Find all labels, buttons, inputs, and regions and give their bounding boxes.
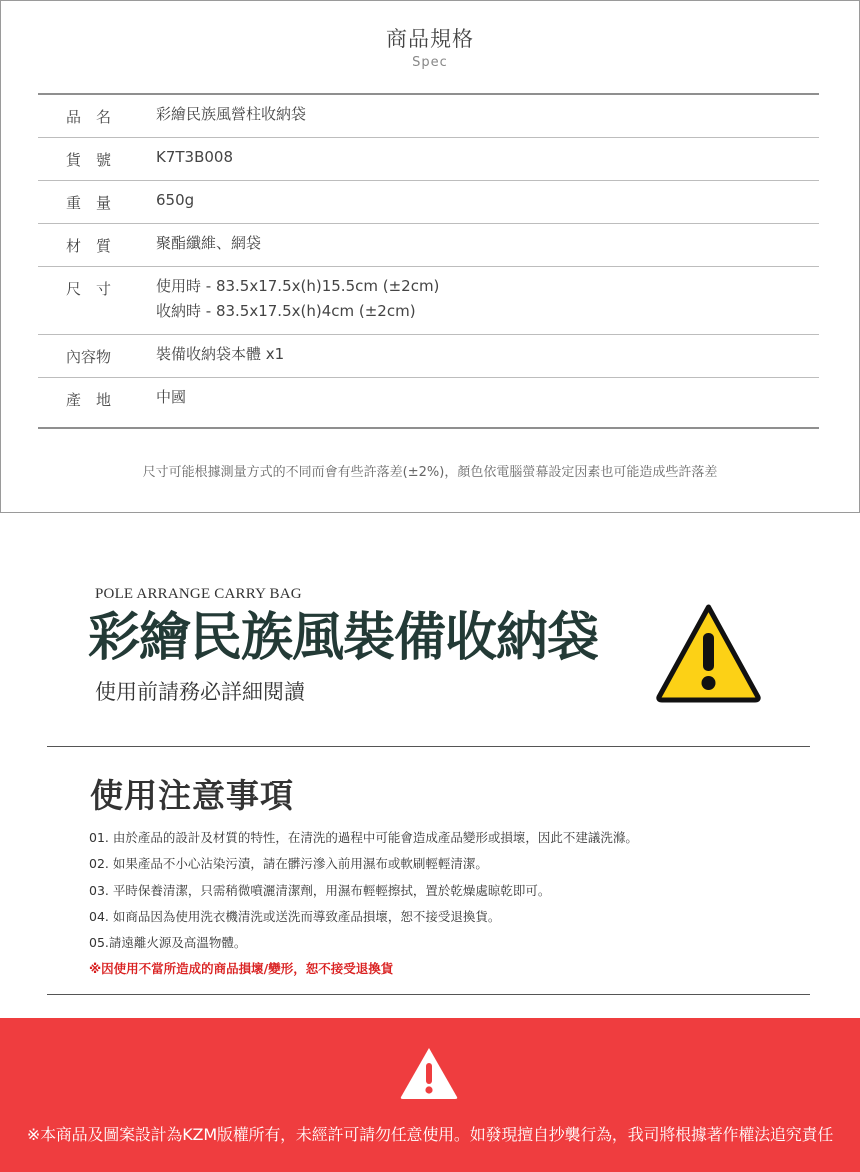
- spec-row-weight: [38, 180, 819, 223]
- section-divider: [47, 994, 810, 995]
- spec-value-line: 中國: [156, 388, 187, 406]
- spec-label: 品 名: [66, 108, 112, 126]
- spec-row-sku: [38, 137, 819, 180]
- spec-note: 尺寸可能根據測量方式的不同而會有些許落差(±2%)，顏色依電腦螢幕設定因素也可能造成些許落差: [142, 465, 718, 480]
- notice-item: 04. 如商品因為使用洗衣機清洗或送洗而導致產品損壞，恕不接受退換貨。: [89, 908, 501, 924]
- notice-item: 03. 平時保養清潔，只需稍微噴灑清潔劑，用濕布輕輕擦拭，置於乾燥處晾乾即可。: [89, 882, 551, 898]
- spec-value-line: 聚酯纖維、網袋: [156, 234, 262, 252]
- spec-subtitle: Spec: [412, 55, 448, 70]
- spec-value-line: 彩繪民族風營柱收納袋: [156, 105, 307, 123]
- notice-item: 05.請遠離火源及高溫物體。: [89, 935, 247, 951]
- copyright-banner: [0, 1018, 860, 1172]
- spec-value: [156, 231, 819, 256]
- notice-item: 01. 由於產品的設計及材質的特性，在清洗的過程中可能會造成產品變形或損壞，因此不建議洗滌。: [89, 830, 638, 845]
- spec-row-contents: [38, 334, 819, 377]
- spec-card: [0, 0, 860, 513]
- warning-triangle-icon: [655, 603, 762, 703]
- spec-label: 內容物: [66, 348, 112, 366]
- spec-title: 商品規格: [386, 27, 474, 51]
- spec-row-material: [38, 223, 819, 266]
- spec-label: 貨 號: [66, 151, 112, 169]
- spec-value: [156, 342, 819, 367]
- spec-value-line: K7T3B008: [156, 148, 234, 166]
- notice-title: 使用注意事項: [90, 776, 294, 815]
- notice-warning: ※因使用不當所造成的商品損壞/變形，恕不接受退換貨: [89, 961, 394, 977]
- spec-value-line: 收納時 - 83.5x17.5x(h)4cm (±2cm): [156, 302, 416, 320]
- read-before-use-note: 使用前請務必詳細閱讀: [95, 680, 305, 704]
- notice-item: 02. 如果產品不小心沾染污漬，請在髒污滲入前用濕布或軟刷輕輕清潔。: [89, 856, 488, 872]
- spec-value: [156, 385, 819, 417]
- spec-value: [156, 102, 819, 127]
- spec-label: 重 量: [66, 194, 112, 212]
- spec-value-line: 裝備收納袋本體 x1: [156, 345, 285, 363]
- spec-row-origin: [38, 377, 819, 427]
- spec-row-name: [38, 95, 819, 137]
- spec-label: 尺 寸: [66, 280, 112, 298]
- spec-value: [156, 145, 819, 170]
- copyright-text: ※本商品及圖案設計為KZM版權所有，未經許可請勿任意使用。如發現擅自抄襲行為，我司將根據著作權法追究責任: [26, 1125, 834, 1144]
- spec-label: 產 地: [66, 391, 112, 409]
- spec-value-line: 650g: [156, 191, 195, 209]
- spec-table: [38, 93, 819, 429]
- section-divider: [47, 746, 810, 747]
- product-title: 彩繪民族風裝備收納袋: [88, 608, 599, 668]
- product-english-name: POLE ARRANGE CARRY BAG: [95, 586, 302, 602]
- spec-value-line: 使用時 - 83.5x17.5x(h)15.5cm (±2cm): [156, 277, 440, 295]
- spec-value: [156, 188, 819, 213]
- spec-label: 材 質: [66, 237, 112, 255]
- spec-row-size: [38, 266, 819, 334]
- notice-list: [89, 828, 638, 986]
- spec-value: [156, 274, 819, 324]
- warning-triangle-icon: [399, 1046, 459, 1100]
